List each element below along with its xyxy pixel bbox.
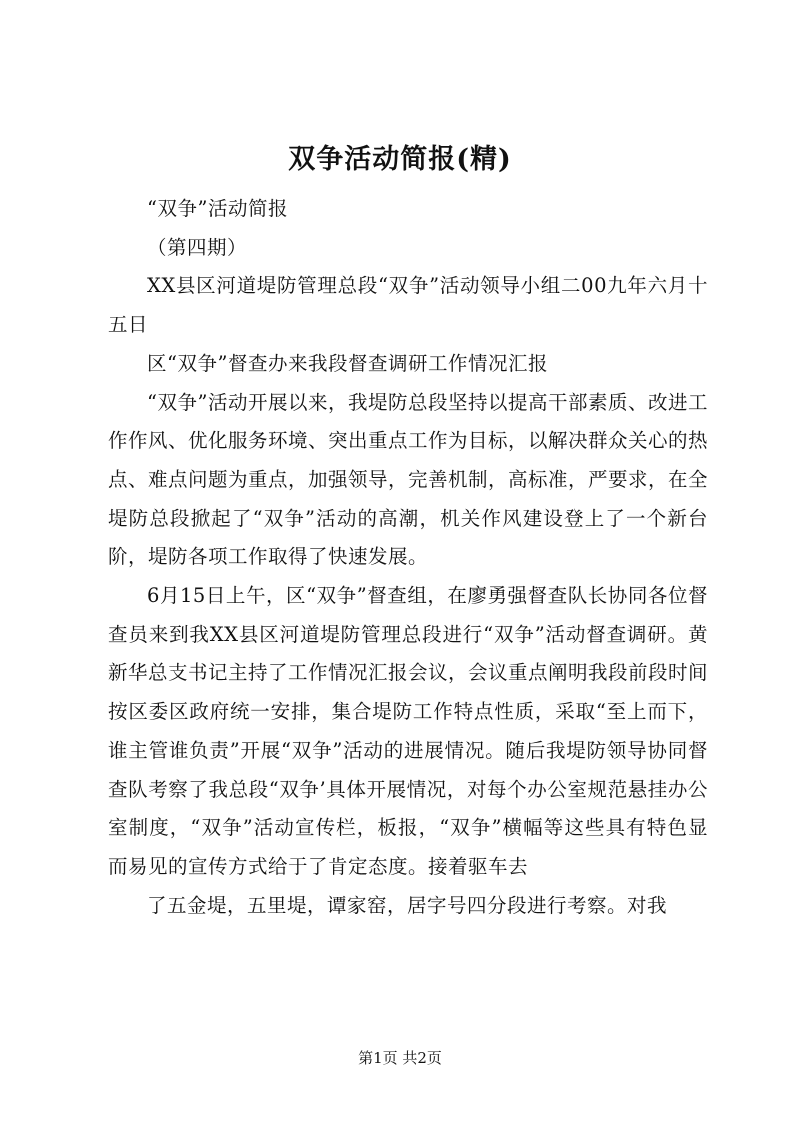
- paragraph-inspection: 6月15日上午，区“双争”督查组，在廖勇强督查队长协同各位督查员来到我XX县区河道堤防管理总段进行“双争”活动督查调研。黄新华总支书记主持了工作情况汇报会议，会议重点阐明我段前段时间按区委区政府统一安排，集合堤防工作特点性质，采取“至上而下，谁主管谁负责”开展“双争”活动的进展情况。随后我堤防领导协同督查队考察了我总段“双争’具体开展情况，对每个办公室规范悬挂办公室制度，“双争”活动宣传栏，板报，“双争”横幅等这些具有特色显而易见的宣传方式给于了肯定态度。接着驱车去: [108, 584, 709, 878]
- paragraph-report-heading: 区“双争”督查办来我段督查调研工作情况汇报: [147, 351, 548, 375]
- document-body: [108, 190, 708, 925]
- document-title: 双争活动简报(精): [288, 144, 512, 175]
- paragraph-continuation: 了五金堤，五里堤，谭家窑，居字号四分段进行考察。对我: [147, 893, 668, 917]
- paragraph-issuer-date: XX县区河道堤防管理总段“双争”活动领导小组二00九年六月十五日: [108, 274, 708, 337]
- paragraph-intro: “双争”活动开展以来，我堤防总段坚持以提高干部素质、改进工作作风、优化服务环境、突出重点工作为目标，以解决群众关心的热点、难点问题为重点，加强领导，完善机制，高标准，严要求，在全堤防总段掀起了“双争”活动的高潮，机关作风建设登上了一个新台阶，堤防各项工作取得了快速发展。: [108, 390, 709, 569]
- page-footer: 第1页 共2页: [358, 1049, 442, 1067]
- paragraph-newsletter-name: “双争”活动简报: [147, 197, 288, 220]
- paragraph-issue-number: （第四期）: [147, 235, 248, 259]
